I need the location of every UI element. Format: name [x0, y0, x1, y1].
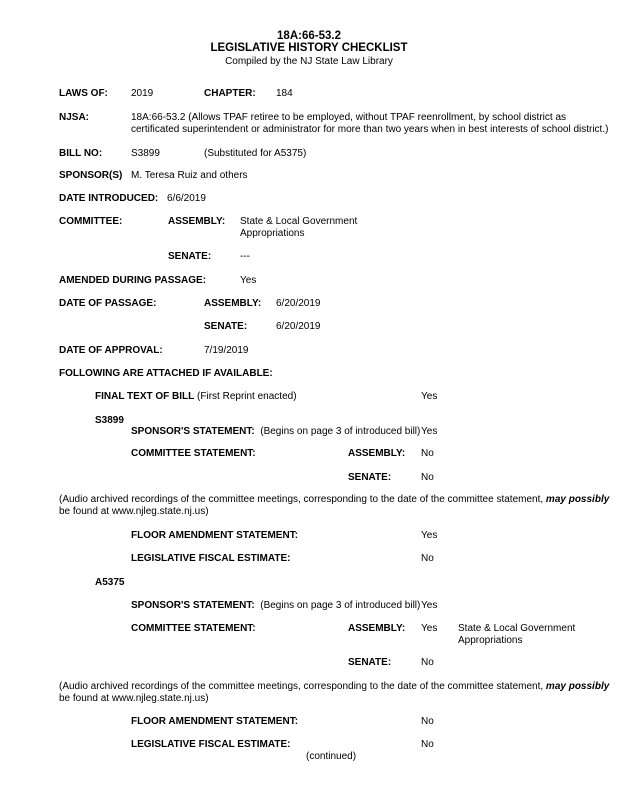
final-text-row: [95, 391, 297, 403]
a5375-sponsor-statement-value: Yes: [421, 600, 438, 611]
s3899-sponsor-statement-label: SPONSOR'S STATEMENT:: [131, 426, 255, 437]
a5375-committee-assembly-value: Yes: [421, 623, 438, 634]
amended-label: AMENDED DURING PASSAGE:: [59, 275, 207, 286]
audio-archive-note: [59, 494, 609, 506]
bill-no-label: BILL NO:: [59, 148, 103, 159]
passage-senate-label: SENATE:: [204, 321, 248, 332]
citation-heading: 18A:66-53.2: [277, 30, 341, 42]
a5375-floor-amendment-label: FLOOR AMENDMENT STATEMENT:: [131, 716, 299, 727]
bill-no-substitution-note: (Substituted for A5375): [204, 148, 307, 159]
s3899-committee-senate-label: SENATE:: [348, 472, 392, 483]
chapter-value: 184: [276, 88, 293, 99]
passage-assembly-value: 6/20/2019: [276, 298, 321, 309]
date-of-passage-label: DATE OF PASSAGE:: [59, 298, 157, 309]
a5375-sponsor-statement-label: SPONSOR'S STATEMENT:: [131, 600, 255, 611]
s3899-sponsor-statement-row: [131, 426, 420, 438]
njsa-description-line2: certificated superintendent or administrator for more than two years when in best interests of school district.): [131, 124, 609, 135]
a5375-committee-statement-label: COMMITTEE STATEMENT:: [131, 623, 256, 634]
a5375-committee-name-line2: Appropriations: [458, 635, 523, 646]
passage-assembly-label: ASSEMBLY:: [204, 298, 262, 309]
a5375-fiscal-estimate-value: No: [421, 739, 434, 750]
final-text-value: Yes: [421, 391, 438, 402]
s3899-sponsor-statement-value: Yes: [421, 426, 438, 437]
a5375-committee-senate-label: SENATE:: [348, 657, 392, 668]
committee-senate-label: SENATE:: [168, 251, 212, 262]
a5375-sponsor-statement-row: [131, 600, 420, 612]
a5375-sponsor-statement-note: (Begins on page 3 of introduced bill): [260, 600, 421, 611]
date-introduced-value: 6/6/2019: [167, 193, 206, 204]
continued-note: (continued): [306, 751, 357, 762]
a5375-committee-senate-value: No: [421, 657, 434, 668]
date-of-approval-value: 7/19/2019: [204, 345, 249, 356]
final-text-note: (First Reprint enacted): [197, 391, 297, 402]
audio-archive-note-line2: be found at www.njleg.state.nj.us): [59, 693, 209, 704]
s3899-floor-amendment-label: FLOOR AMENDMENT STATEMENT:: [131, 530, 299, 541]
committee-senate-value: ---: [240, 251, 250, 262]
s3899-committee-assembly-value: No: [421, 448, 434, 459]
s3899-committee-statement-label: COMMITTEE STATEMENT:: [131, 448, 256, 459]
s3899-fiscal-estimate-label: LEGISLATIVE FISCAL ESTIMATE:: [131, 553, 291, 564]
a5375-committee-name-line1: State & Local Government: [458, 623, 576, 634]
s3899-sponsor-statement-note: (Begins on page 3 of introduced bill): [260, 426, 421, 437]
committee-assembly-label: ASSEMBLY:: [168, 216, 226, 227]
laws-of-label: LAWS OF:: [59, 88, 108, 99]
document-subtitle: Compiled by the NJ State Law Library: [225, 56, 393, 67]
laws-of-value: 2019: [131, 88, 154, 99]
date-introduced-label: DATE INTRODUCED:: [59, 193, 159, 204]
committee-assembly-value-line1: State & Local Government: [240, 216, 358, 227]
audio-archive-note-emphasis: may possibly: [545, 494, 610, 505]
chapter-label: CHAPTER:: [204, 88, 256, 99]
bill-no-value: S3899: [131, 148, 160, 159]
amended-value: Yes: [240, 275, 257, 286]
a5375-fiscal-estimate-label: LEGISLATIVE FISCAL ESTIMATE:: [131, 739, 291, 750]
audio-archive-note-emphasis: may possibly: [545, 681, 610, 692]
audio-archive-note-text: (Audio archived recordings of the committee meetings, corresponding to the date of the committee statement,: [59, 681, 544, 692]
a5375-committee-assembly-label: ASSEMBLY:: [348, 623, 406, 634]
s3899-committee-senate-value: No: [421, 472, 434, 483]
committee-assembly-value-line2: Appropriations: [240, 228, 305, 239]
s3899-fiscal-estimate-value: No: [421, 553, 434, 564]
audio-archive-note-line2: be found at www.njleg.state.nj.us): [59, 506, 209, 517]
sponsor-value: M. Teresa Ruiz and others: [131, 170, 248, 181]
attached-heading: FOLLOWING ARE ATTACHED IF AVAILABLE:: [59, 368, 273, 379]
audio-archive-note-text: (Audio archived recordings of the committee meetings, corresponding to the date of the committee statement,: [59, 494, 544, 505]
njsa-label: NJSA:: [59, 112, 90, 123]
s3899-floor-amendment-value: Yes: [421, 530, 438, 541]
njsa-description-line1: 18A:66-53.2 (Allows TPAF retiree to be employed, without TPAF reenrollment, by school district as: [131, 112, 567, 123]
s3899-heading: S3899: [95, 415, 124, 426]
final-text-label: FINAL TEXT OF BILL: [95, 391, 195, 402]
a5375-floor-amendment-value: No: [421, 716, 434, 727]
a5375-heading: A5375: [95, 577, 125, 588]
audio-archive-note: [59, 681, 609, 693]
sponsor-label: SPONSOR(S): [59, 170, 123, 181]
committee-label: COMMITTEE:: [59, 216, 123, 227]
date-of-approval-label: DATE OF APPROVAL:: [59, 345, 163, 356]
passage-senate-value: 6/20/2019: [276, 321, 321, 332]
document-title: LEGISLATIVE HISTORY CHECKLIST: [210, 42, 408, 54]
s3899-committee-assembly-label: ASSEMBLY:: [348, 448, 406, 459]
